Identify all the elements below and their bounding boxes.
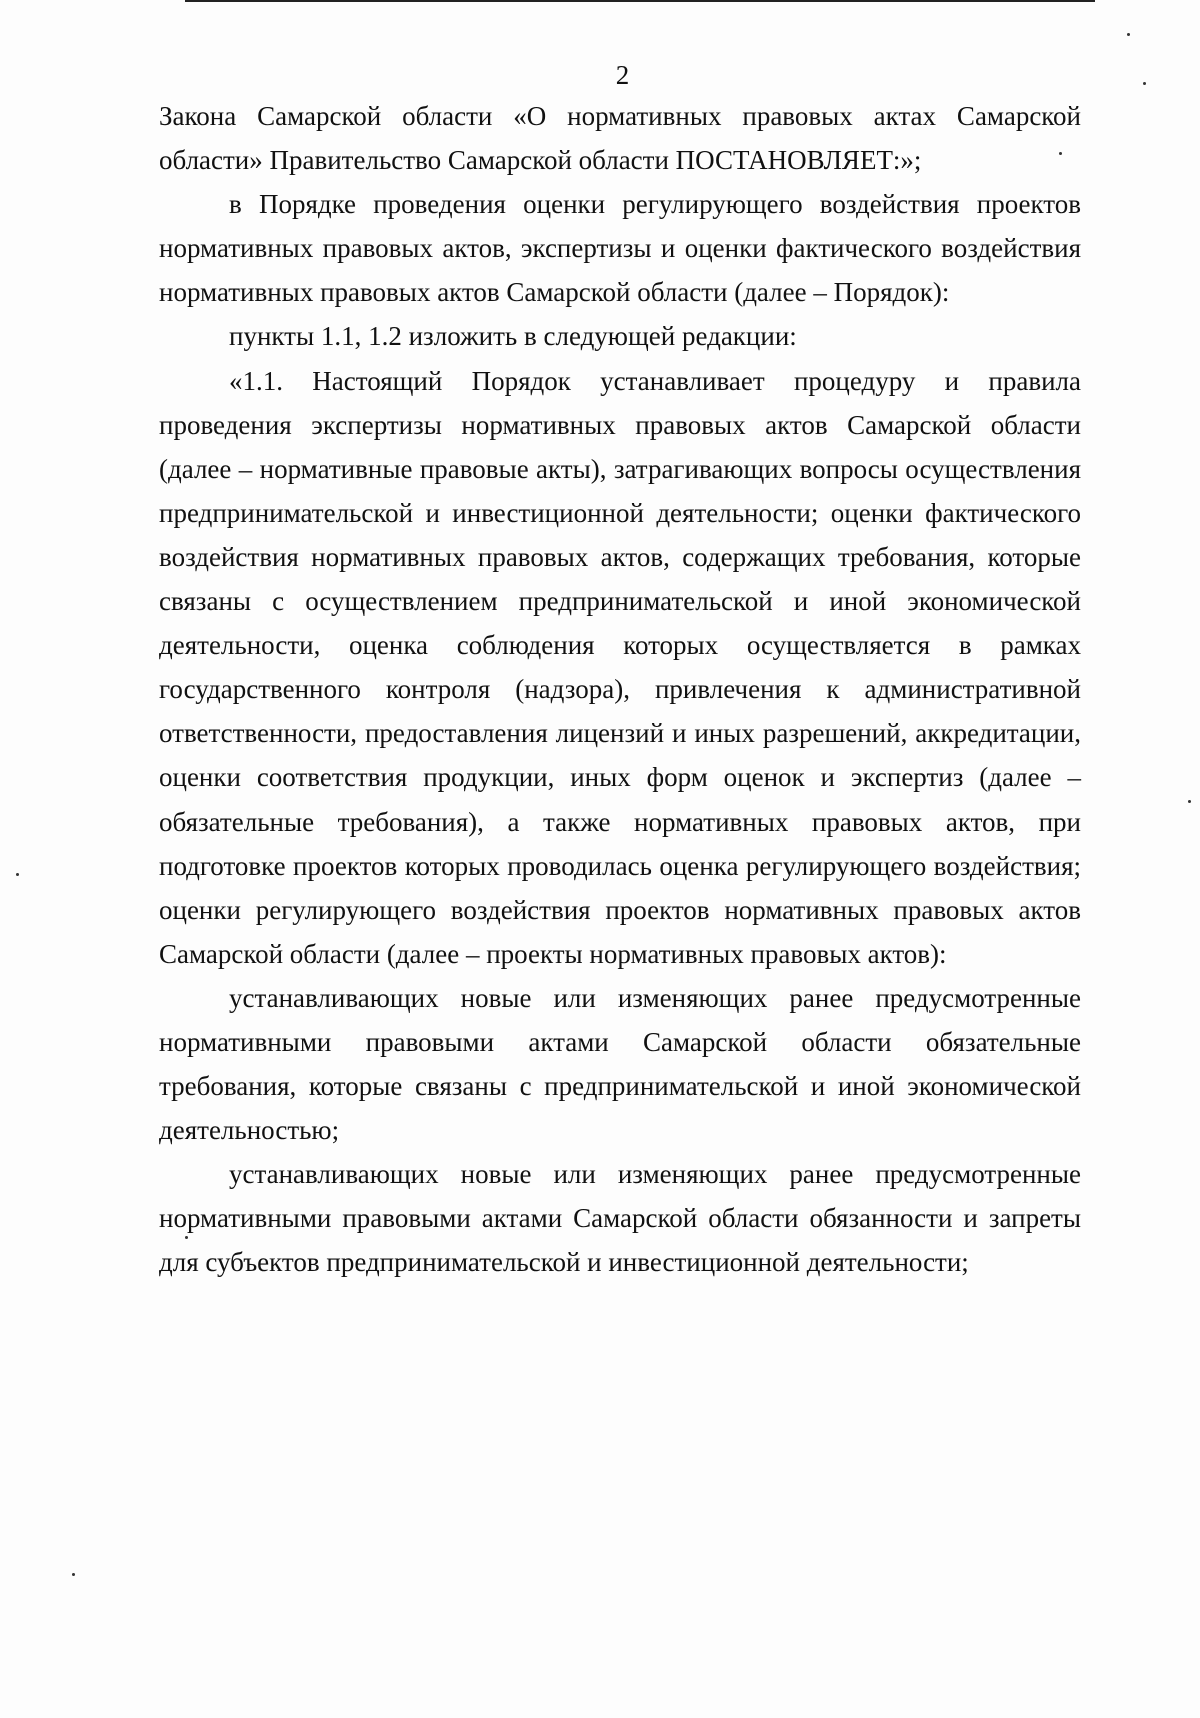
scan-speck	[1127, 33, 1130, 36]
page-number: 2	[615, 60, 630, 90]
paragraph-continuation: Закона Самарской области «О нормативных правовых актах Самарской области» Правительство Самарской области ПОСТАНОВЛЯЕТ:»;	[159, 101, 1081, 176]
paragraph-procedure-intro: в Порядке проведения оценки регулирующего воздействия проектов нормативных правовых актов, экспертизы и оценки фактического воздействия нормативных правовых актов Самарской области (далее – Порядок):	[159, 189, 1081, 308]
paragraph-list-item-requirements: устанавливающих новые или изменяющих ранее предусмотренные нормативными правовыми актами Самарской области обязательные требования, которые связаны с предпринимательской и иной экономической деятельностью;	[159, 982, 1081, 1146]
scan-speck	[16, 873, 19, 876]
scan-speck	[1143, 82, 1146, 85]
scan-speck	[1059, 152, 1062, 155]
paragraph-list-item-obligations: устанавливающих новые или изменяющих ранее предусмотренные нормативными правовыми актами Самарской области обязанности и запреты для субъектов предпринимательской и инвестиционной деятельности;	[159, 1159, 1081, 1278]
paragraph-points-instruction: пункты 1.1, 1.2 изложить в следующей редакции:	[229, 321, 797, 352]
top-edge-rule	[185, 0, 1095, 2]
scan-speck	[72, 1573, 75, 1576]
document-body	[159, 94, 1081, 1285]
scan-speck	[185, 1236, 188, 1239]
paragraph-clause-1-1: «1.1. Настоящий Порядок устанавливает процедуру и правила проведения экспертизы нормативных правовых актов Самарской области (далее – нормативные правовые акты), затрагивающих вопросы осуществления предпринимательской и инвестиционной деятельности; оценки фактического воздействия нормативных правовых актов, содержащих требования, которые связаны с осуществлением предпринимательской и иной экономической деятельности, оценка соблюдения которых осуществляется в рамках государственного контроля (надзора), привлечения к административной ответственности, предоставления лицензий и иных разрешений, аккредитации, оценки соответствия продукции, иных форм оценок и экспертиз (далее – обязательные требования), а также нормативных правовых актов, при подготовке проектов которых проводилась оценка регулирующего воздействия; оценки регулирующего воздействия проектов нормативных правовых актов Самарской области (далее – проекты нормативных правовых актов):	[159, 365, 1081, 969]
scan-speck	[1188, 800, 1191, 803]
